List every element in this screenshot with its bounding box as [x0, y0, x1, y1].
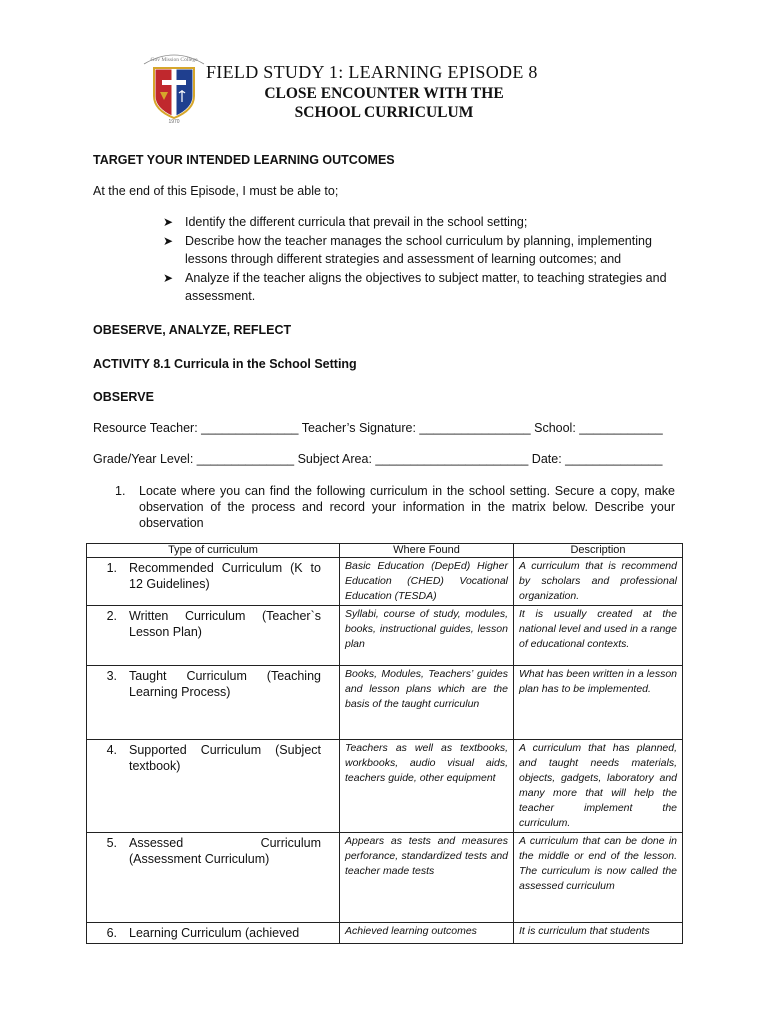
observe-heading: OBSERVE	[93, 390, 154, 404]
outcomes-heading: TARGET YOUR INTENDED LEARNING OUTCOMES	[93, 153, 395, 167]
instruction-number: 1.	[115, 484, 126, 498]
logo-text: Gov Mission College	[150, 57, 198, 63]
table-row	[87, 740, 683, 833]
type-text: Taught Curriculum (Teaching Learning Process)	[129, 669, 321, 699]
form-line-grade[interactable]: Grade/Year Level: ______________ Subject Area: ______________________ Date: ______________	[93, 452, 663, 466]
where-cell[interactable]: Achieved learning outcomes	[340, 923, 514, 944]
where-cell[interactable]: Appears as tests and measures perforance, standardized tests and teacher made tests	[340, 833, 514, 923]
type-text: Assessed Curriculum (Assessment Curriculum)	[129, 836, 321, 866]
document-subtitle	[234, 84, 534, 122]
type-cell	[87, 833, 340, 923]
description-cell[interactable]: A curriculum that has planned, and taught needs materials, objects, gadgets, laboratory and many more that will help the teacher implement the curriculum.	[514, 740, 683, 833]
table-header-row	[87, 544, 683, 558]
column-header: Where Found	[340, 544, 514, 558]
college-logo	[138, 50, 210, 124]
arrow-bullet-icon: ➤	[163, 215, 174, 229]
description-cell[interactable]: What has been written in a lesson plan has to be implemented.	[514, 666, 683, 740]
table-row	[87, 923, 683, 944]
where-cell[interactable]: Books, Modules, Teachers’ guides and lesson plans which are the basis of the taught curriculun	[340, 666, 514, 740]
subtitle-line-2: SCHOOL CURRICULUM	[294, 104, 474, 121]
description-cell[interactable]: A curriculum that is recommend by scholars and professional organization.	[514, 558, 683, 606]
type-text: Written Curriculum (Teacher`s Lesson Plan)	[129, 609, 321, 639]
type-cell	[87, 740, 340, 833]
curriculum-matrix	[86, 543, 683, 944]
table-row	[87, 606, 683, 666]
document-title: FIELD STUDY 1: LEARNING EPISODE 8	[206, 62, 538, 82]
table-row	[87, 666, 683, 740]
section-heading: OBESERVE, ANALYZE, REFLECT	[93, 323, 292, 337]
where-cell[interactable]: Teachers as well as textbooks, workbooks, audio visual aids, teachers guide, other equipment	[340, 740, 514, 833]
bullet-text: Identify the different curricula that prevail in the school setting;	[185, 215, 528, 229]
description-cell[interactable]: It is curriculum that students	[514, 923, 683, 944]
row-number: 4.	[106, 743, 117, 757]
instruction-item	[115, 483, 675, 531]
logo-year: 1970	[168, 119, 180, 124]
type-text: Learning Curriculum (achieved	[129, 926, 300, 940]
type-text: Recommended Curriculum (K to 12 Guidelines)	[129, 561, 321, 591]
arrow-bullet-icon: ➤	[163, 233, 174, 248]
type-cell	[87, 666, 340, 740]
form-line-teacher[interactable]: Resource Teacher: ______________ Teacher’s Signature: ________________ School: ____________	[93, 421, 663, 435]
list-item	[163, 232, 675, 269]
outcomes-intro: At the end of this Episode, I must be able to;	[93, 184, 339, 198]
outcomes-list	[163, 213, 675, 306]
subtitle-line-1: CLOSE ENCOUNTER WITH THE	[264, 85, 504, 102]
where-cell[interactable]: Syllabi, course of study, modules, books, instructional guides, lesson plan	[340, 606, 514, 666]
type-cell	[87, 606, 340, 666]
row-number: 3.	[106, 669, 117, 683]
activity-heading: ACTIVITY 8.1 Curricula in the School Setting	[93, 357, 357, 371]
bullet-text: Analyze if the teacher aligns the objectives to subject matter, to teaching strategies and assessment.	[185, 270, 667, 303]
arrow-bullet-icon: ➤	[163, 270, 174, 285]
row-number: 5.	[106, 836, 117, 850]
row-number: 2.	[106, 609, 117, 623]
row-number: 1.	[106, 561, 117, 575]
bullet-text: Describe how the teacher manages the school curriculum by planning, implementing lessons through different strategies and assessment of learning outcomes; and	[185, 233, 652, 266]
type-cell	[87, 923, 340, 944]
instruction-text: Locate where you can find the following curriculum in the school setting. Secure a copy, make observation of the process and record your information in the matrix below. Describe your observation	[139, 484, 675, 530]
list-item	[163, 269, 675, 306]
list-item	[163, 213, 675, 232]
table-row	[87, 833, 683, 923]
row-number: 6.	[106, 926, 117, 940]
column-header: Type of curriculum	[87, 544, 340, 558]
table-row	[87, 558, 683, 606]
type-text: Supported Curriculum (Subject textbook)	[129, 743, 321, 773]
college-seal-icon	[138, 50, 210, 124]
column-header: Description	[514, 544, 683, 558]
description-cell[interactable]: It is usually created at the national level and used in a range of educational contexts.	[514, 606, 683, 666]
description-cell[interactable]: A curriculum that can be done in the middle or end of the lesson. The curriculum is now called the assessed curriculum	[514, 833, 683, 923]
where-cell[interactable]: Basic Education (DepEd) Higher Education (CHED) Vocational Education (TESDA)	[340, 558, 514, 606]
type-cell	[87, 558, 340, 606]
